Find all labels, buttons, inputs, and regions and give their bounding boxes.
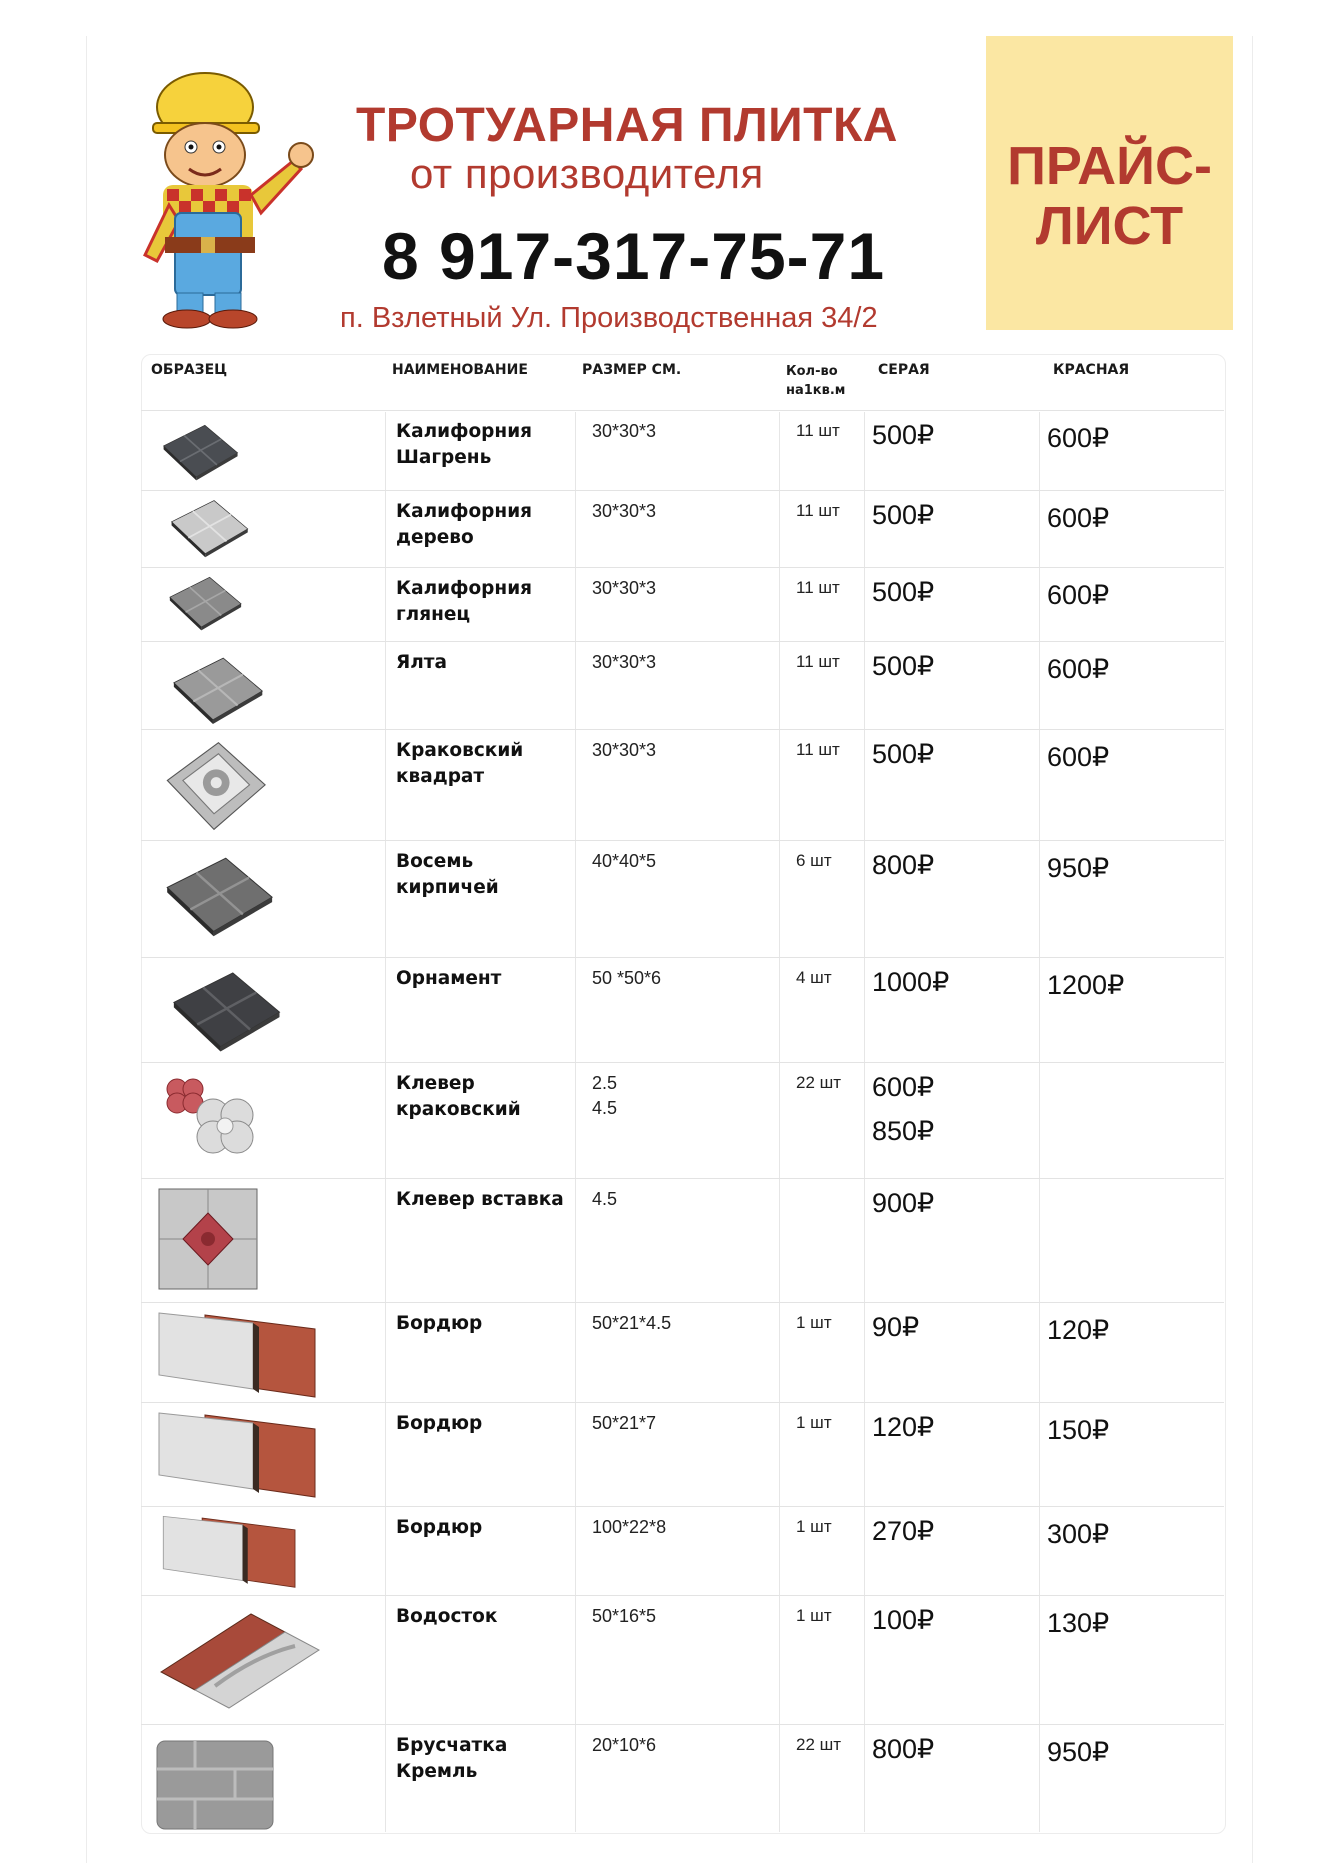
product-size: 20*10*6 [592,1735,657,1755]
price-red: 130₽ [1047,1608,1110,1638]
tile-clover-insert-icon [155,1185,261,1298]
product-qty: 1 шт [796,1413,832,1432]
product-name: Бордюр [396,1413,483,1434]
price-grey: 900₽ [872,1188,935,1218]
tile-krakow-square-icon [155,736,273,841]
tile-light-square-icon [155,497,259,564]
table-row [141,1595,1224,1725]
paving-kremlin-icon [155,1739,275,1836]
tile-ornament-icon [155,968,291,1059]
price-grey: 600₽ 850₽ [872,1072,935,1146]
tile-grey-square-icon [155,574,251,637]
header-red: КРАСНАЯ [1053,362,1130,378]
table-row [141,567,1224,642]
table-row [141,729,1224,841]
drain-icon [155,1606,325,1719]
price-grey: 270₽ [872,1516,935,1546]
product-size: 40*40*5 [592,851,657,871]
product-name: Восемь кирпичей [396,851,499,898]
product-qty: 11 шт [796,501,840,520]
tile-clover-icon [155,1069,265,1166]
product-name: Бордюр [396,1517,483,1538]
address: п. Взлетный Ул. Производственная 34/2 [340,302,878,334]
price-red: 600₽ [1047,503,1110,533]
product-qty: 11 шт [796,652,840,671]
product-name: Бордюр [396,1313,483,1334]
price-red: 1200₽ [1047,970,1125,1000]
product-qty: 4 шт [796,968,832,987]
product-name: Водосток [396,1606,498,1627]
product-name: Клевер вставка [396,1189,564,1210]
table-row [141,490,1224,568]
tile-eight-bricks-icon [155,847,277,950]
table-row [141,840,1224,958]
product-size: 30*30*3 [592,421,657,441]
product-qty: 22 шт [796,1735,842,1754]
header-name: НАИМЕНОВАНИЕ [392,362,528,378]
price-red: 600₽ [1047,423,1110,453]
table-row [141,641,1224,730]
price-grey: 100₽ [872,1605,935,1635]
price-list-box [986,36,1233,330]
price-grey: 120₽ [872,1412,935,1442]
table-row [141,1302,1224,1403]
product-size: 50*16*5 [592,1606,657,1626]
product-qty: 6 шт [796,851,832,870]
product-size: 30*30*3 [592,501,657,521]
product-name: Калифорния глянец [396,578,533,625]
product-size: 100*22*8 [592,1517,667,1537]
header-title: ТРОТУАРНАЯ ПЛИТКА [356,99,898,152]
product-size: 50 *50*6 [592,968,662,988]
product-size: 30*30*3 [592,578,657,598]
product-size: 2.5 4.5 [592,1073,618,1118]
price-red: 120₽ [1047,1315,1110,1345]
price-red: 600₽ [1047,742,1110,772]
price-red: 300₽ [1047,1519,1110,1549]
price-grey: 800₽ [872,850,935,880]
price-red: 150₽ [1047,1415,1110,1445]
table-row [141,1402,1224,1507]
product-qty: 11 шт [796,578,840,597]
price-red: 600₽ [1047,580,1110,610]
price-red: 950₽ [1047,1737,1110,1767]
tile-yalta-icon [155,654,275,731]
table-row [141,1506,1224,1596]
price-red: 950₽ [1047,853,1110,883]
header-qty: Кол-во на1кв.м [786,364,846,398]
header-subtitle: от производителя [410,150,764,197]
product-size: 50*21*4.5 [592,1313,672,1333]
price-grey: 500₽ [872,500,935,530]
curb-icon [155,1513,305,1594]
price-grey: 90₽ [872,1312,920,1342]
product-qty: 11 шт [796,421,840,440]
curb-icon [155,1309,321,1404]
price-grey: 800₽ [872,1734,935,1764]
product-name: Калифорния Шагрень [396,421,533,468]
phone-number: 8 917-317-75-71 [382,219,886,293]
builder-mascot-icon [125,65,325,335]
product-name: Брусчатка Кремль [396,1735,508,1782]
product-size: 4.5 [592,1189,618,1209]
product-name: Краковский квадрат [396,740,524,787]
tile-dark-square-icon [155,417,241,492]
table-row [141,410,1224,491]
product-qty: 22 шт [796,1073,842,1092]
header-size: РАЗМЕР СМ. [582,362,682,378]
price-grey: 1000₽ [872,967,950,997]
price-grey: 500₽ [872,651,935,681]
product-name: Орнамент [396,968,502,989]
product-size: 30*30*3 [592,740,657,760]
product-name: Ялта [396,652,448,673]
table-row [141,1724,1224,1833]
product-size: 50*21*7 [592,1413,657,1433]
price-grey: 500₽ [872,739,935,769]
header-sample: ОБРАЗЕЦ [151,362,228,378]
price-red: 600₽ [1047,654,1110,684]
header-grey: СЕРАЯ [878,362,930,378]
table-row [141,957,1224,1063]
curb-icon [155,1409,321,1504]
price-grey: 500₽ [872,420,935,450]
table-row [141,1178,1224,1303]
product-qty: 11 шт [796,740,840,759]
product-size: 30*30*3 [592,652,657,672]
table-row [141,1062,1224,1179]
product-name: Калифорния дерево [396,501,533,548]
product-name: Клевер краковский [396,1073,521,1120]
product-qty: 1 шт [796,1517,832,1536]
product-qty: 1 шт [796,1606,832,1625]
price-list-label: ПРАЙС- ЛИСТ [1007,136,1212,256]
price-grey: 500₽ [872,577,935,607]
product-qty: 1 шт [796,1313,832,1332]
